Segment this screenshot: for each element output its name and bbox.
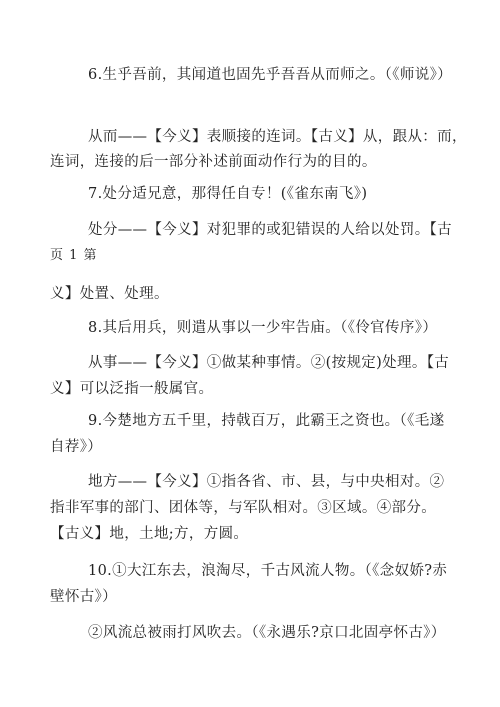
text-line: 地方——【今义】①指各省、市、县，与中央相对。② [88,474,445,490]
text-line: 从事——【今义】①做某种事情。②(按规定)处理。【古 [88,355,450,371]
text-line: 10.①大江东去，浪淘尽，千古风流人物。（《念奴娇?赤 [88,563,448,579]
text-line: 义】可以泛指一般属官。 [50,381,214,397]
text-line: 6.生乎吾前，其闻道也固先乎吾吾从而师之。（《师说》） [88,67,453,83]
text-line: 7.处分适兄意，那得任自专！(《雀东南飞》) [88,186,368,202]
text-line: ②风流总被雨打风吹去。（《永遇乐?京口北固亭怀古》） [88,625,446,641]
text-line: 【古义】地，土地;方，方圆。 [50,526,249,542]
text-line: 连词，连接的后一部分补述前面动作行为的目的。 [50,154,377,170]
text-line: 自荐》） [50,439,103,455]
page-footer: 页 1 第 [50,248,98,263]
text-line: 9.今楚地方五千里，持戟百万，此霸王之资也。（《毛遂 [88,413,445,429]
text-line: 从而——【今义】表顺接的连词。【古义】从，跟从：而， [88,129,467,145]
text-line: 义】处置、处理。 [50,286,169,302]
text-line: 处分——【今义】对犯罪的或犯错误的人给以处罚。【古 [88,222,452,238]
text-line: 8.其后用兵，则遣从事以一少牢告庙。（《伶官传序》） [88,320,438,336]
text-line: 指非军事的部门、团体等，与军队相对。③区域。④部分。 [50,500,437,516]
text-line: 壁怀古》） [50,589,117,605]
